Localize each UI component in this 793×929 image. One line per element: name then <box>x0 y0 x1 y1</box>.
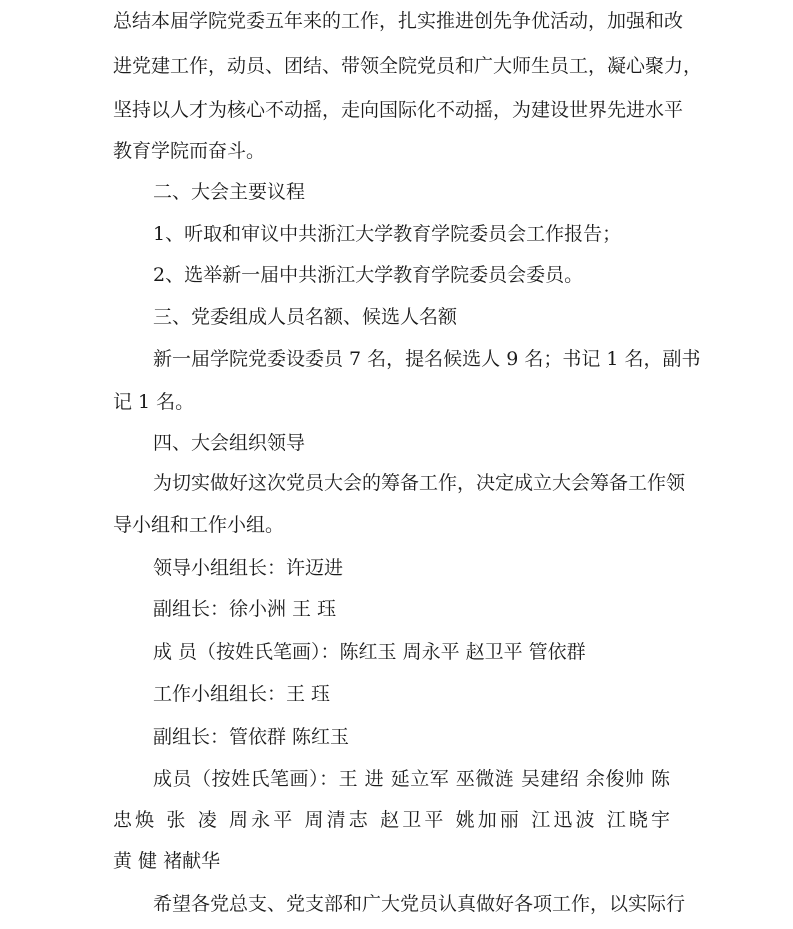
text-line: 副组长：徐小洲 王 珏 <box>153 598 337 620</box>
section-heading: 二、大会主要议程 <box>153 181 306 203</box>
text-line: 黄 健 褚献华 <box>113 850 221 872</box>
text-line: 希望各党总支、党支部和广大党员认真做好各项工作，以实际行 <box>153 893 686 915</box>
text-line: 为切实做好这次党员大会的筹备工作，决定成立大会筹备工作领 <box>153 472 686 494</box>
text-line: 成 员（按姓氏笔画）：陈红玉 周永平 赵卫平 管依群 <box>153 641 586 663</box>
text-line: 导小组和工作小组。 <box>113 514 285 536</box>
text-line: 副组长：管依群 陈红玉 <box>153 726 350 748</box>
section-heading: 四、大会组织领导 <box>153 432 306 454</box>
text-line: 教育学院而奋斗。 <box>113 140 266 162</box>
agenda-item: 1、听取和审议中共浙江大学教育学院委员会工作报告； <box>153 223 622 245</box>
text-line: 坚持以人才为核心不动摇，走向国际化不动摇，为建设世界先进水平 <box>113 99 684 121</box>
text-line: 忠焕 张 凌 周永平 周清志 赵卫平 姚加丽 江迅波 江晓宇 <box>113 809 670 831</box>
text-line: 总结本届学院党委五年来的工作，扎实推进创先争优活动，加强和改 <box>113 10 684 32</box>
agenda-item: 2、选举新一届中共浙江大学教育学院委员会委员。 <box>153 264 584 286</box>
text-line: 进党建工作，动员、团结、带领全院党员和广大师生员工，凝心聚力， <box>113 55 703 77</box>
section-heading: 三、党委组成人员名额、候选人名额 <box>153 306 458 328</box>
text-line: 领导小组组长：许迈进 <box>153 557 344 579</box>
text-line: 记 1 名。 <box>113 391 195 413</box>
text-line: 新一届学院党委设委员 7 名，提名候选人 9 名；书记 1 名，副书 <box>153 348 701 370</box>
text-line: 成员（按姓氏笔画）：王 进 延立军 巫微涟 吴建绍 余俊帅 陈 <box>153 768 670 790</box>
text-line: 工作小组组长：王 珏 <box>153 683 331 705</box>
